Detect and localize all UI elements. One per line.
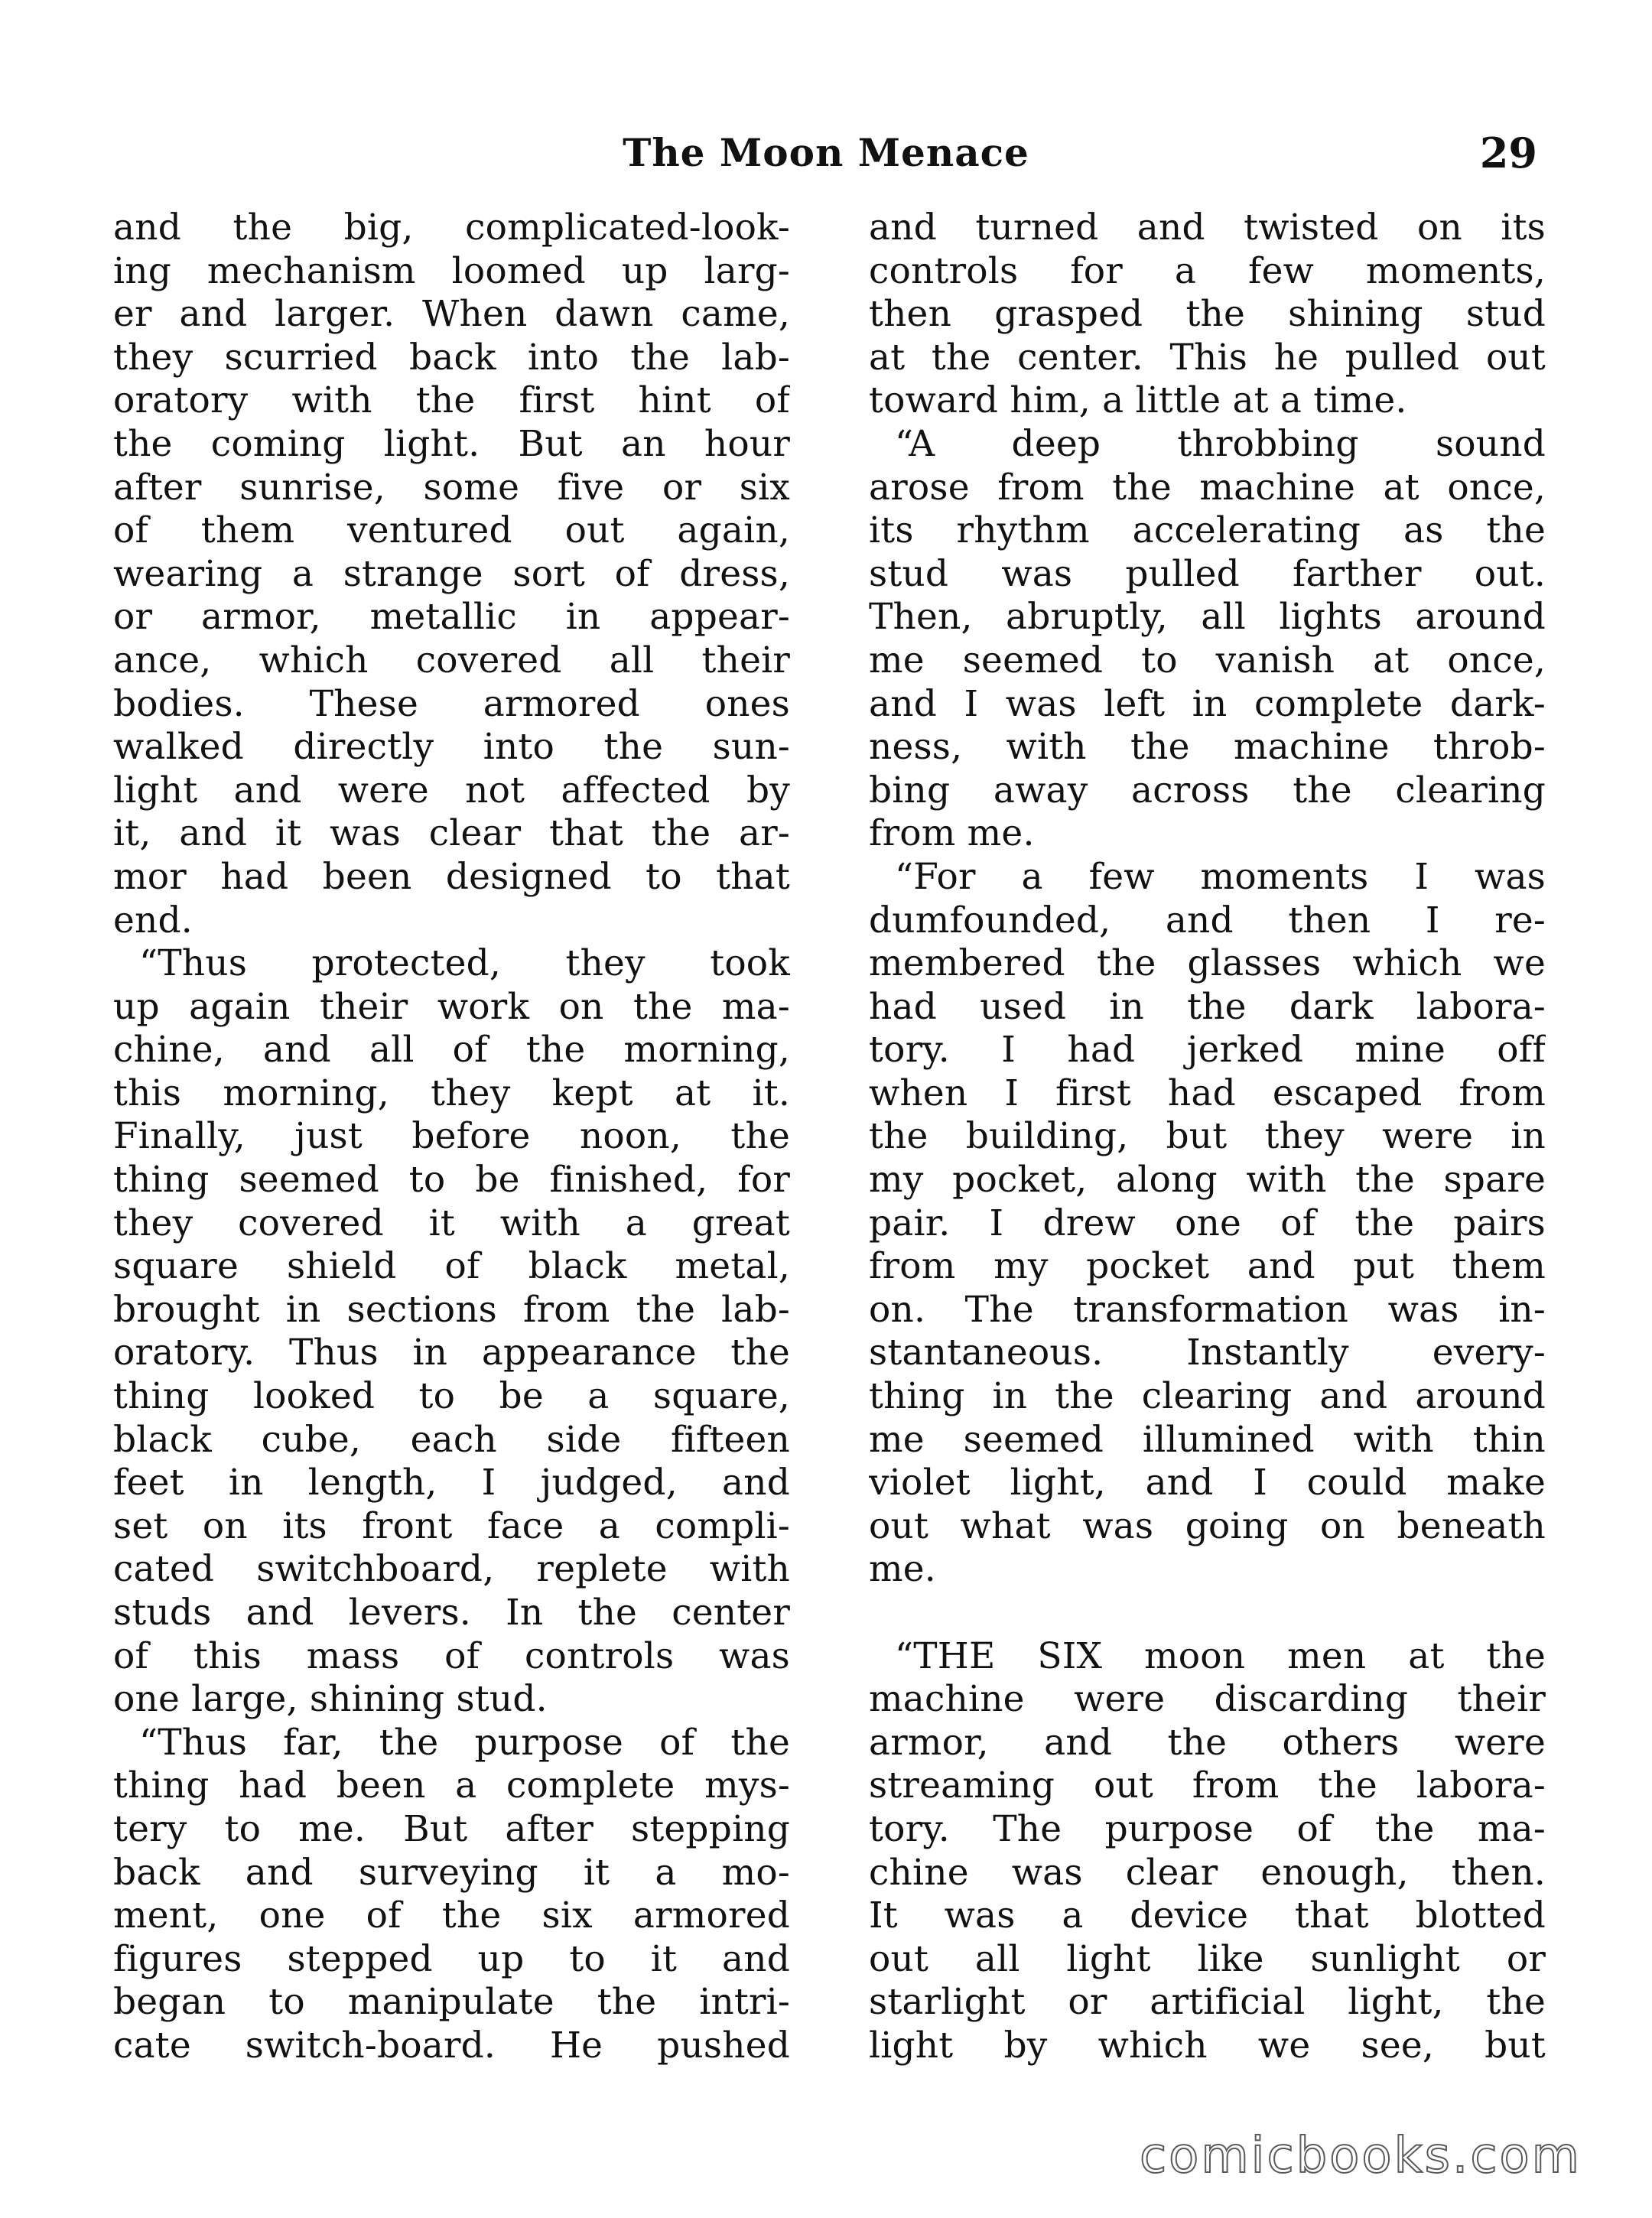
text-line: feet in length, I judged, and	[113, 1462, 790, 1504]
text-line: after sunrise, some five or six	[113, 466, 790, 509]
text-line: on. The transformation was in-	[869, 1288, 1546, 1331]
text-line: square shield of black metal,	[113, 1245, 790, 1288]
text-line: Then, abruptly, all lights around	[869, 596, 1546, 639]
text-line: tery to me. But after stepping	[113, 1807, 790, 1850]
text-line: “Thus far, the purpose of the	[139, 1721, 790, 1764]
text-line: “Thus protected, they took	[139, 942, 790, 985]
text-line: cated switchboard, replete with	[113, 1548, 790, 1591]
text-line: ment, one of the six armored	[113, 1894, 790, 1937]
text-line: me seemed to vanish at once,	[869, 639, 1546, 681]
watermark: comicbooks.com	[1139, 2128, 1582, 2184]
text-line: ance, which covered all their	[113, 639, 790, 681]
text-line: bing away across the clearing	[869, 769, 1546, 811]
text-line: me.	[869, 1548, 936, 1591]
text-line: its rhythm accelerating as the	[869, 509, 1546, 552]
text-line: had used in the dark labora-	[869, 985, 1546, 1028]
text-line: thing looked to be a square,	[113, 1375, 790, 1418]
text-line: then grasped the shining stud	[869, 293, 1546, 336]
text-line: wearing a strange sort of dress,	[113, 552, 790, 595]
text-line: set on its front face a compli-	[113, 1504, 790, 1547]
text-line: when I first had escaped from	[869, 1072, 1546, 1114]
text-line: pair. I drew one of the pairs	[869, 1202, 1546, 1244]
text-line: or armor, metallic in appear-	[113, 596, 790, 639]
text-line: they scurried back into the lab-	[113, 336, 790, 379]
text-line: they covered it with a great	[113, 1202, 790, 1244]
text-line: and the big, complicated-look-	[113, 207, 790, 249]
text-line: machine were discarding their	[869, 1678, 1546, 1721]
text-line: “For a few moments I was	[895, 855, 1546, 898]
text-line: streaming out from the labora-	[869, 1764, 1546, 1807]
text-line: one large, shining stud.	[113, 1678, 548, 1721]
text-line: thing seemed to be finished, for	[113, 1159, 790, 1202]
text-line: figures stepped up to it and	[113, 1937, 790, 1980]
right-text-column	[869, 207, 1546, 2068]
text-line: er and larger. When dawn came,	[113, 293, 790, 336]
text-line: oratory. Thus in appearance the	[113, 1332, 790, 1374]
text-line: the building, but they were in	[869, 1115, 1546, 1158]
text-line: out what was going on beneath	[869, 1504, 1546, 1547]
text-line: me seemed illumined with thin	[869, 1418, 1546, 1461]
text-line: the coming light. But an hour	[113, 422, 790, 465]
text-line: controls for a few moments,	[869, 249, 1546, 292]
text-line: from my pocket and put them	[869, 1245, 1546, 1288]
text-line: my pocket, along with the spare	[869, 1159, 1546, 1202]
text-line: ness, with the machine throb-	[869, 726, 1546, 769]
text-line: studs and levers. In the center	[113, 1592, 790, 1634]
text-line: starlight or artificial light, the	[869, 1981, 1546, 2024]
text-line: thing in the clearing and around	[869, 1375, 1546, 1418]
text-line: stantaneous. Instantly every-	[869, 1332, 1546, 1374]
text-line: light and were not affected by	[113, 769, 790, 811]
text-line: light by which we see, but	[869, 2024, 1546, 2067]
left-text-column	[113, 207, 790, 2068]
text-line: toward him, a little at a time.	[869, 379, 1407, 422]
text-line: up again their work on the ma-	[113, 985, 790, 1028]
text-line: of them ventured out again,	[113, 509, 790, 552]
text-line: out all light like sunlight or	[869, 1937, 1546, 1980]
text-line: mor had been designed to that	[113, 855, 790, 898]
text-line: from me.	[869, 812, 1035, 855]
text-line: of this mass of controls was	[113, 1634, 790, 1677]
text-line: membered the glasses which we	[869, 942, 1546, 985]
text-line: this morning, they kept at it.	[113, 1072, 790, 1114]
text-line: “A deep throbbing sound	[895, 422, 1546, 465]
text-line: it, and it was clear that the ar-	[113, 812, 790, 855]
text-line: end.	[113, 899, 193, 942]
text-line: ing mechanism loomed up larg-	[113, 249, 790, 292]
text-line: “THE SIX moon men at the	[895, 1634, 1546, 1677]
text-line: brought in sections from the lab-	[113, 1288, 790, 1331]
running-title: The Moon Menace	[623, 130, 1029, 175]
text-line: and turned and twisted on its	[869, 207, 1546, 249]
text-line: began to manipulate the intri-	[113, 1981, 790, 2024]
text-line: arose from the machine at once,	[869, 466, 1546, 509]
text-line: at the center. This he pulled out	[869, 336, 1546, 379]
text-line: oratory with the first hint of	[113, 379, 790, 422]
text-line: violet light, and I could make	[869, 1462, 1546, 1504]
text-line: stud was pulled farther out.	[869, 552, 1546, 595]
text-line: thing had been a complete mys-	[113, 1764, 790, 1807]
text-line: bodies. These armored ones	[113, 682, 790, 725]
text-line: black cube, each side fifteen	[113, 1418, 790, 1461]
text-line: dumfounded, and then I re-	[869, 899, 1546, 942]
text-line: and I was left in complete dark-	[869, 682, 1546, 725]
text-line: tory. The purpose of the ma-	[869, 1807, 1546, 1850]
text-line: cate switch-board. He pushed	[113, 2024, 790, 2067]
text-line	[869, 1592, 1546, 1635]
text-line: It was a device that blotted	[869, 1894, 1546, 1937]
text-line: chine, and all of the morning,	[113, 1029, 790, 1072]
text-line: back and surveying it a mo-	[113, 1851, 790, 1894]
text-line: Finally, just before noon, the	[113, 1115, 790, 1158]
page-number: 29	[1479, 128, 1537, 177]
text-line: tory. I had jerked mine off	[869, 1029, 1546, 1072]
running-header	[115, 122, 1537, 184]
text-line: armor, and the others were	[869, 1721, 1546, 1764]
text-line: chine was clear enough, then.	[869, 1851, 1546, 1894]
text-line: walked directly into the sun-	[113, 726, 790, 769]
